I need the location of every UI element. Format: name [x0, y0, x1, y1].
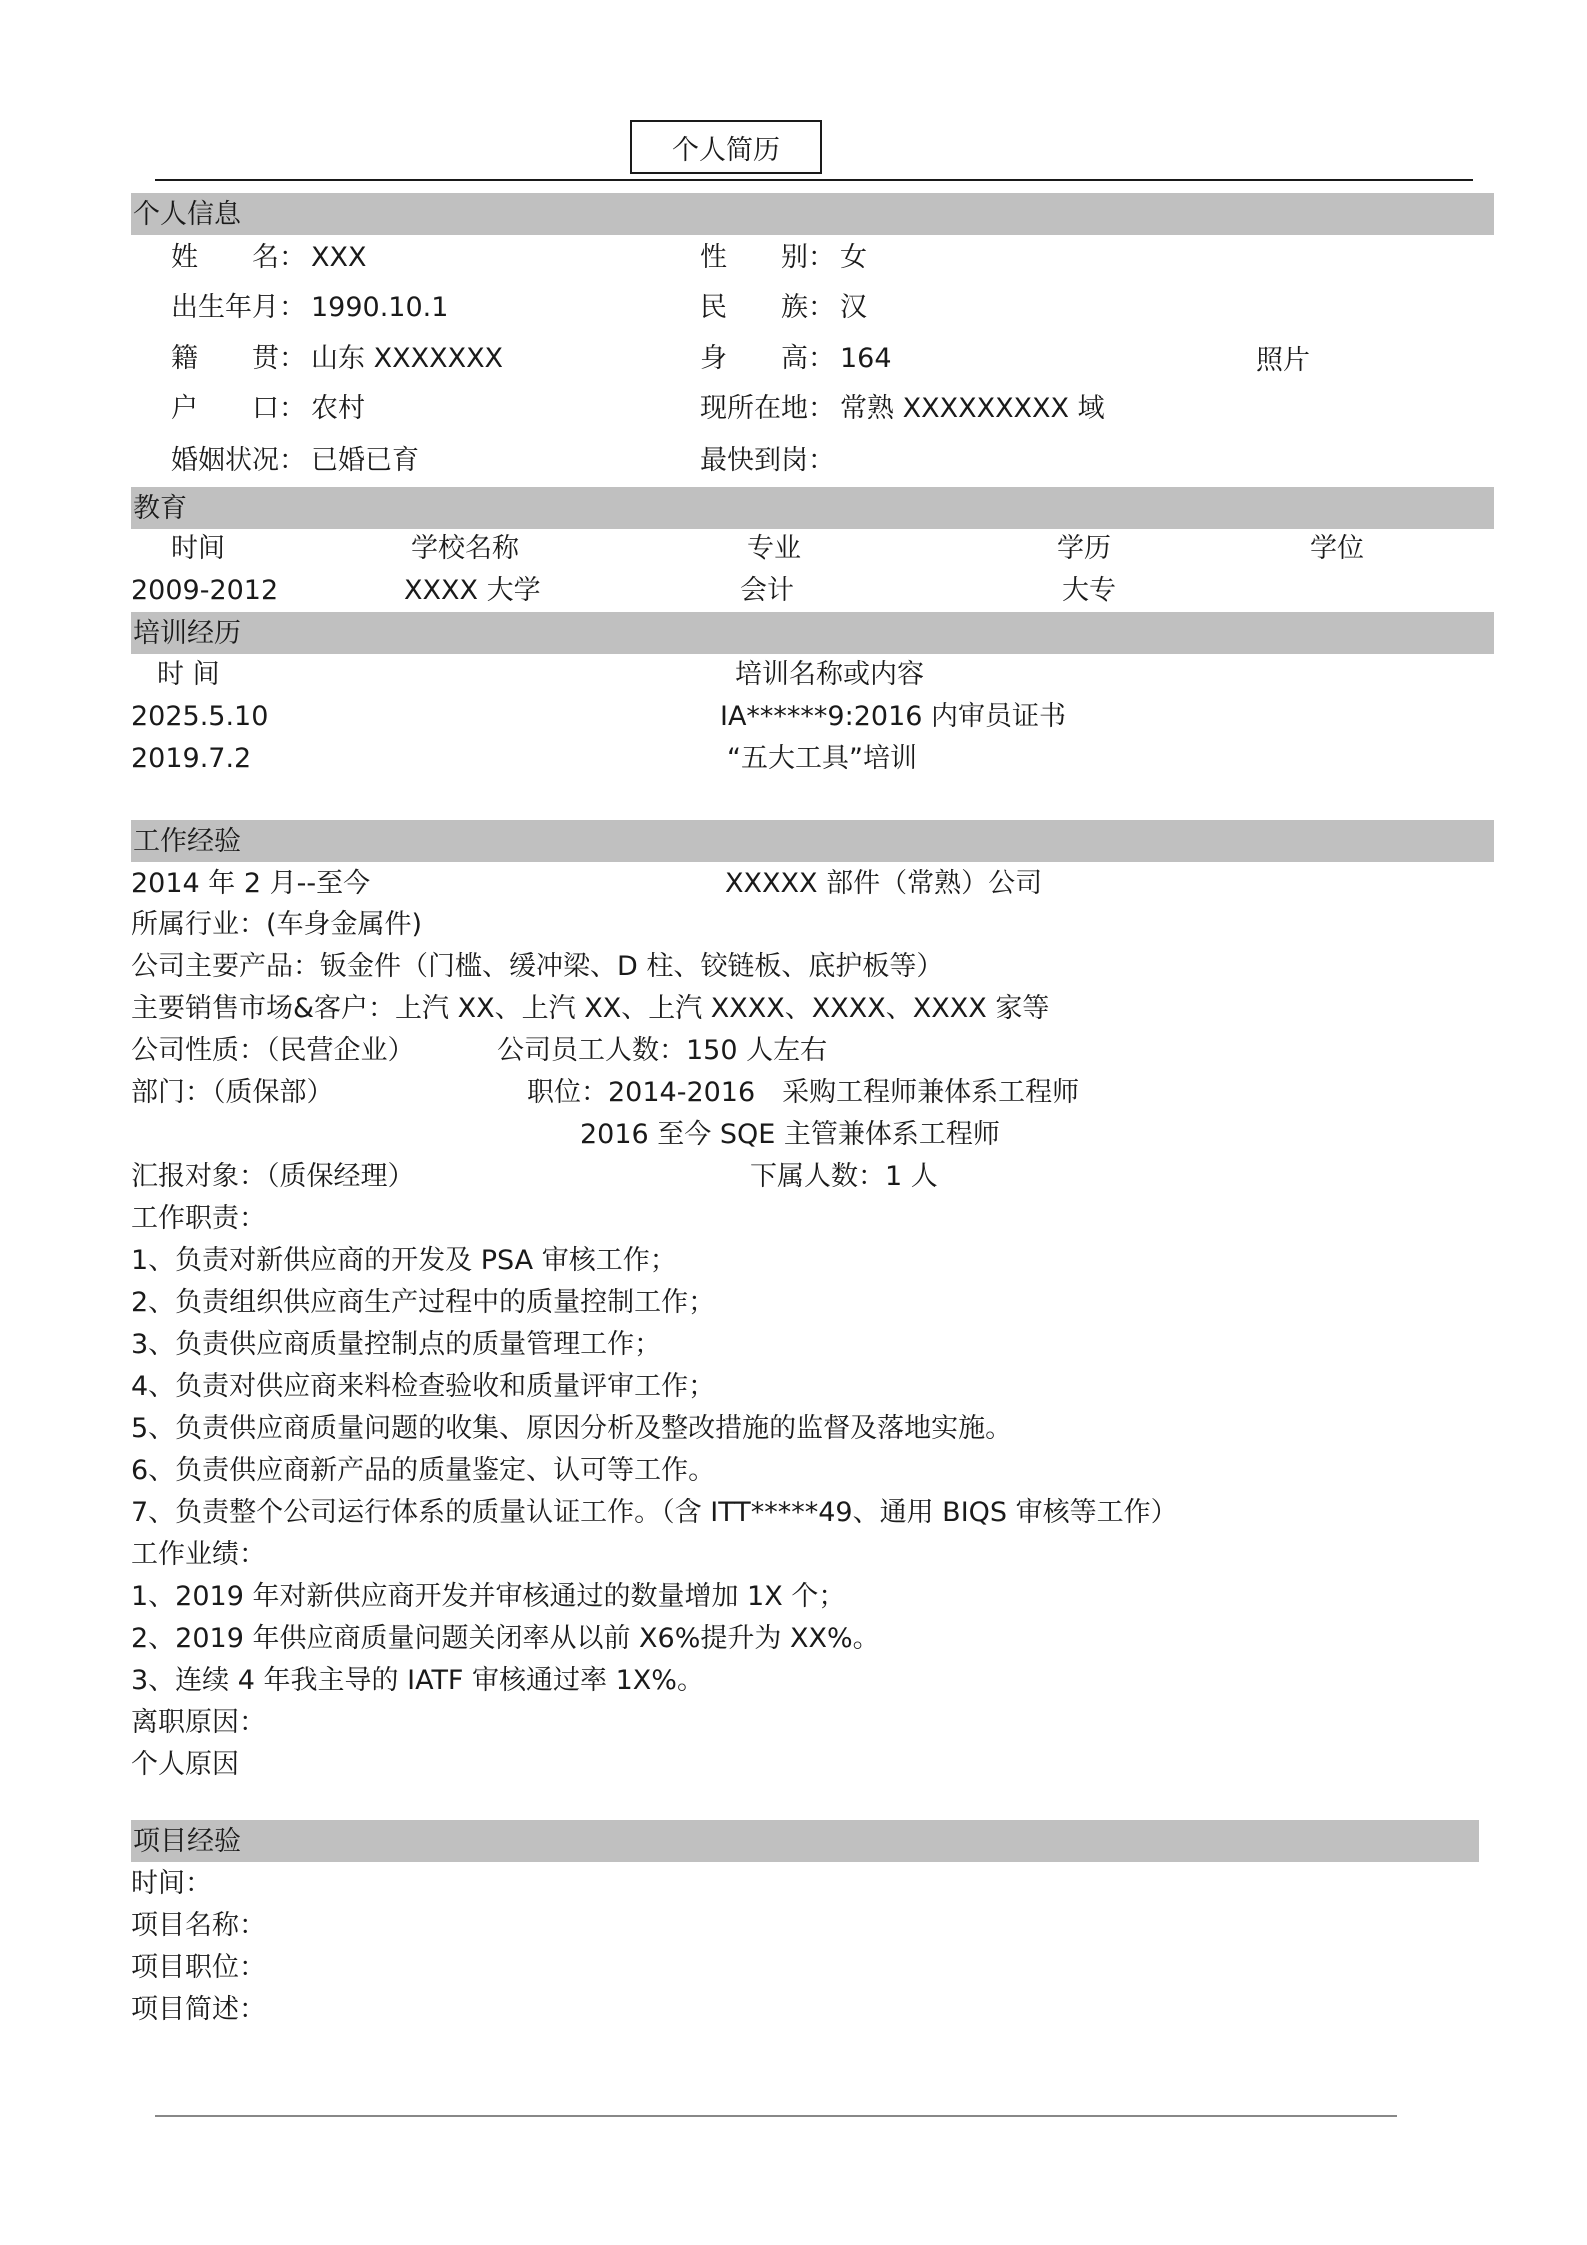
gender-label: 性 别： [700, 242, 835, 273]
training-row-2-time: 2019.7.2 [131, 743, 252, 774]
section-title-training: 培训经历 [133, 618, 241, 649]
footer-rule [155, 2115, 1397, 2117]
work-position-2: 2016 至今 SQE 主管兼体系工程师 [580, 1119, 1000, 1150]
work-dept: 部门：（质保部） [131, 1077, 334, 1108]
work-staff: 公司员工人数：150 人左右 [497, 1035, 828, 1066]
birth-value: 1990.10.1 [311, 292, 449, 323]
origin-value: 山东 XXXXXXX [311, 343, 504, 374]
work-report: 汇报对象：（质保经理） [131, 1161, 415, 1192]
training-col-time: 时 间 [157, 659, 220, 690]
edu-row-major: 会计 [740, 575, 794, 606]
duty-item: 1、负责对新供应商的开发及 PSA 审核工作； [131, 1245, 677, 1276]
hukou-value: 农村 [311, 393, 365, 424]
start-label: 最快到岗： [700, 445, 835, 476]
achievement-item: 3、连续 4 年我主导的 IATF 审核通过率 1X%。 [131, 1665, 704, 1696]
achievements-label: 工作业绩： [131, 1539, 266, 1570]
achievement-item: 2、2019 年供应商质量问题关闭率从以前 X6%提升为 XX%。 [131, 1623, 880, 1654]
marital-value: 已婚已育 [311, 445, 419, 476]
height-label: 身 高： [700, 343, 835, 374]
location-value: 常熟 XXXXXXXXX 域 [840, 393, 1105, 424]
edu-col-school: 学校名称 [411, 533, 519, 564]
duty-item: 6、负责供应商新产品的质量鉴定、认可等工作。 [131, 1455, 716, 1486]
work-subordinates: 下属人数：1 人 [750, 1161, 938, 1192]
project-role-label: 项目职位： [131, 1952, 266, 1983]
resume-title [630, 120, 822, 174]
section-header-personal [131, 193, 1494, 235]
marital-label: 婚姻状况： [171, 445, 306, 476]
name-label: 姓 名： [171, 242, 306, 273]
photo-placeholder: 照片 [1256, 345, 1310, 376]
work-company: XXXXX 部件（常熟）公司 [725, 868, 1043, 899]
achievement-item: 1、2019 年对新供应商开发并审核通过的数量增加 1X 个； [131, 1581, 846, 1612]
ethnicity-value: 汉 [840, 292, 867, 323]
project-desc-label: 项目简述： [131, 1994, 266, 2025]
location-label: 现所在地： [700, 393, 835, 424]
resume-title-text: 个人简历 [672, 134, 780, 166]
training-col-content: 培训名称或内容 [735, 659, 924, 690]
work-products: 公司主要产品：钣金件（门槛、缓冲梁、D 柱、铰链板、底护板等） [131, 951, 944, 982]
edu-col-major: 专业 [747, 533, 801, 564]
height-value: 164 [840, 343, 892, 374]
duty-item: 2、负责组织供应商生产过程中的质量控制工作； [131, 1287, 716, 1318]
ethnicity-label: 民 族： [700, 292, 835, 323]
edu-col-title: 学位 [1310, 533, 1364, 564]
section-title-work: 工作经验 [133, 826, 241, 857]
section-header-work [131, 820, 1494, 862]
edu-row-time: 2009-2012 [131, 575, 279, 606]
work-market: 主要销售市场&客户：上汽 XX、上汽 XX、上汽 XXXX、XXXX、XXXX 家等 [131, 993, 1050, 1024]
edu-col-time: 时间 [171, 533, 225, 564]
name-value: XXX [311, 242, 367, 273]
training-row-1-time: 2025.5.10 [131, 701, 269, 732]
duty-item: 7、负责整个公司运行体系的质量认证工作。（含 ITT*****49、通用 BIQS 审核等工作） [131, 1497, 1178, 1528]
duty-item: 4、负责对供应商来料检查验收和质量评审工作； [131, 1371, 716, 1402]
title-underline [155, 179, 1473, 181]
section-title-education: 教育 [133, 493, 187, 524]
work-period: 2014 年 2 月--至今 [131, 868, 371, 899]
training-row-2-content: “五大工具”培训 [727, 743, 917, 774]
leave-reason-value: 个人原因 [131, 1749, 239, 1780]
edu-row-school: XXXX 大学 [404, 575, 541, 606]
section-header-education [131, 487, 1494, 529]
section-header-training [131, 612, 1494, 654]
work-industry: 所属行业：(车身金属件) [131, 909, 423, 940]
duties-label: 工作职责： [131, 1203, 266, 1234]
birth-label: 出生年月： [171, 292, 306, 323]
duty-item: 5、负责供应商质量问题的收集、原因分析及整改措施的监督及落地实施。 [131, 1413, 1013, 1444]
training-row-1-content: IA******9:2016 内审员证书 [720, 701, 1067, 732]
edu-row-degree: 大专 [1062, 575, 1116, 606]
project-time-label: 时间： [131, 1868, 212, 1899]
section-header-project [131, 1820, 1479, 1862]
origin-label: 籍 贯： [171, 343, 306, 374]
section-title-personal: 个人信息 [133, 199, 241, 230]
edu-col-degree: 学历 [1057, 533, 1111, 564]
leave-reason-label: 离职原因： [131, 1707, 266, 1738]
work-nature: 公司性质：（民营企业） [131, 1035, 415, 1066]
duty-item: 3、负责供应商质量控制点的质量管理工作； [131, 1329, 662, 1360]
gender-value: 女 [840, 242, 867, 273]
project-name-label: 项目名称： [131, 1910, 266, 1941]
hukou-label: 户 口： [171, 393, 306, 424]
section-title-project: 项目经验 [133, 1826, 241, 1857]
work-position-1: 职位：2014-2016 采购工程师兼体系工程师 [527, 1077, 1080, 1108]
